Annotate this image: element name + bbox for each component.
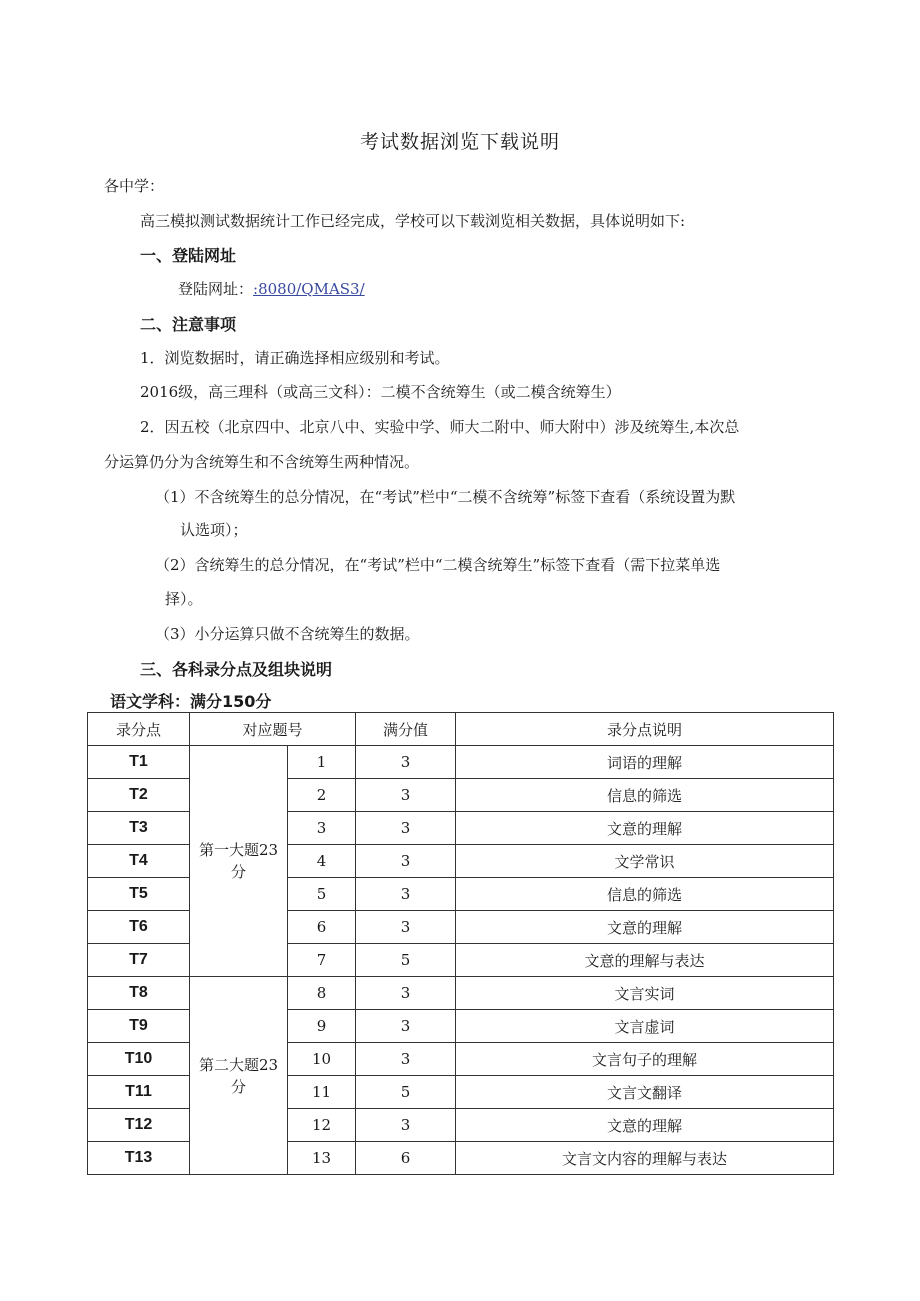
page-title: 考试数据浏览下载说明 — [359, 131, 560, 153]
section-scoring-heading: 三、各科录分点及组块说明 — [140, 660, 333, 679]
question-cell: 3 — [288, 812, 356, 845]
desc-cell: 文学常识 — [456, 845, 834, 878]
greeting: 各中学： — [104, 177, 165, 195]
score-cell: 3 — [356, 1010, 456, 1043]
point-cell: T11 — [88, 1076, 190, 1109]
desc-cell: 文言实词 — [456, 977, 834, 1010]
table-row — [88, 977, 834, 1010]
header-desc: 录分点说明 — [456, 713, 834, 746]
question-cell: 13 — [288, 1142, 356, 1175]
point-cell: T1 — [88, 746, 190, 779]
desc-cell: 文意的理解与表达 — [456, 944, 834, 977]
score-cell: 3 — [356, 1109, 456, 1142]
table-header-row — [88, 713, 834, 746]
question-cell: 4 — [288, 845, 356, 878]
note-sub-2: （2）含统筹生的总分情况，在“考试”栏中“二模含统筹生”标签下查看（需下拉菜单选 — [155, 556, 721, 574]
note-sub-1-cont: 认选项）； — [180, 521, 248, 539]
question-cell: 12 — [288, 1109, 356, 1142]
desc-cell: 文意的理解 — [456, 911, 834, 944]
desc-cell: 文言文内容的理解与表达 — [456, 1142, 834, 1175]
note-sub-1: （1）不含统筹生的总分情况，在“考试”栏中“二模不含统筹”标签下查看（系统设置为默 — [155, 488, 736, 506]
point-cell: T4 — [88, 845, 190, 878]
note-sub-2-cont: 择）。 — [165, 590, 203, 608]
score-cell: 3 — [356, 746, 456, 779]
desc-cell: 文意的理解 — [456, 812, 834, 845]
score-cell: 5 — [356, 1076, 456, 1109]
point-cell: T2 — [88, 779, 190, 812]
login-url-label: 登陆网址： — [178, 280, 254, 298]
desc-cell: 文言文翻译 — [456, 1076, 834, 1109]
table-row — [88, 746, 834, 779]
note-item-1: 1．浏览数据时，请正确选择相应级别和考试。 — [140, 349, 450, 367]
group-cell: 第二大题23分 — [190, 977, 288, 1175]
score-table — [87, 712, 834, 1175]
desc-cell: 文言虚词 — [456, 1010, 834, 1043]
question-cell: 8 — [288, 977, 356, 1010]
score-cell: 3 — [356, 878, 456, 911]
question-cell: 2 — [288, 779, 356, 812]
question-cell: 10 — [288, 1043, 356, 1076]
desc-cell: 文言句子的理解 — [456, 1043, 834, 1076]
point-cell: T10 — [88, 1043, 190, 1076]
desc-cell: 信息的筛选 — [456, 878, 834, 911]
score-cell: 5 — [356, 944, 456, 977]
section-notes-heading: 二、注意事项 — [140, 315, 237, 334]
header-score: 满分值 — [356, 713, 456, 746]
note-item-2-cont: 分运算仍分为含统筹生和不含统筹生两种情况。 — [104, 453, 420, 471]
point-cell: T5 — [88, 878, 190, 911]
question-cell: 9 — [288, 1010, 356, 1043]
note-sub-3: （3）小分运算只做不含统筹生的数据。 — [155, 625, 420, 643]
score-cell: 3 — [356, 812, 456, 845]
desc-cell: 文意的理解 — [456, 1109, 834, 1142]
score-cell: 3 — [356, 977, 456, 1010]
header-question: 对应题号 — [190, 713, 356, 746]
note-item-2: 2．因五校（北京四中、北京八中、实验中学、师大二附中、师大附中）涉及统筹生,本次总 — [140, 418, 740, 436]
point-cell: T9 — [88, 1010, 190, 1043]
question-cell: 11 — [288, 1076, 356, 1109]
question-cell: 1 — [288, 746, 356, 779]
question-cell: 7 — [288, 944, 356, 977]
subject-title: 语文学科：满分150分 — [110, 692, 272, 711]
point-cell: T3 — [88, 812, 190, 845]
login-url-link[interactable]: :8080/QMAS3/ — [253, 280, 365, 298]
point-cell: T13 — [88, 1142, 190, 1175]
desc-cell: 信息的筛选 — [456, 779, 834, 812]
note-item-1-detail: 2016级，高三理科（或高三文科）：二模不含统筹生（或二模含统筹生） — [140, 383, 621, 401]
intro-paragraph: 高三模拟测试数据统计工作已经完成，学校可以下载浏览相关数据，具体说明如下: — [140, 212, 686, 230]
point-cell: T7 — [88, 944, 190, 977]
group-cell: 第一大题23分 — [190, 746, 288, 977]
score-cell: 3 — [356, 779, 456, 812]
score-cell: 3 — [356, 845, 456, 878]
point-cell: T8 — [88, 977, 190, 1010]
desc-cell: 词语的理解 — [456, 746, 834, 779]
score-cell: 3 — [356, 1043, 456, 1076]
question-cell: 5 — [288, 878, 356, 911]
header-point: 录分点 — [88, 713, 190, 746]
login-url-line — [178, 278, 365, 299]
point-cell: T12 — [88, 1109, 190, 1142]
score-cell: 3 — [356, 911, 456, 944]
section-login-heading: 一、登陆网址 — [140, 246, 237, 265]
question-cell: 6 — [288, 911, 356, 944]
score-cell: 6 — [356, 1142, 456, 1175]
point-cell: T6 — [88, 911, 190, 944]
